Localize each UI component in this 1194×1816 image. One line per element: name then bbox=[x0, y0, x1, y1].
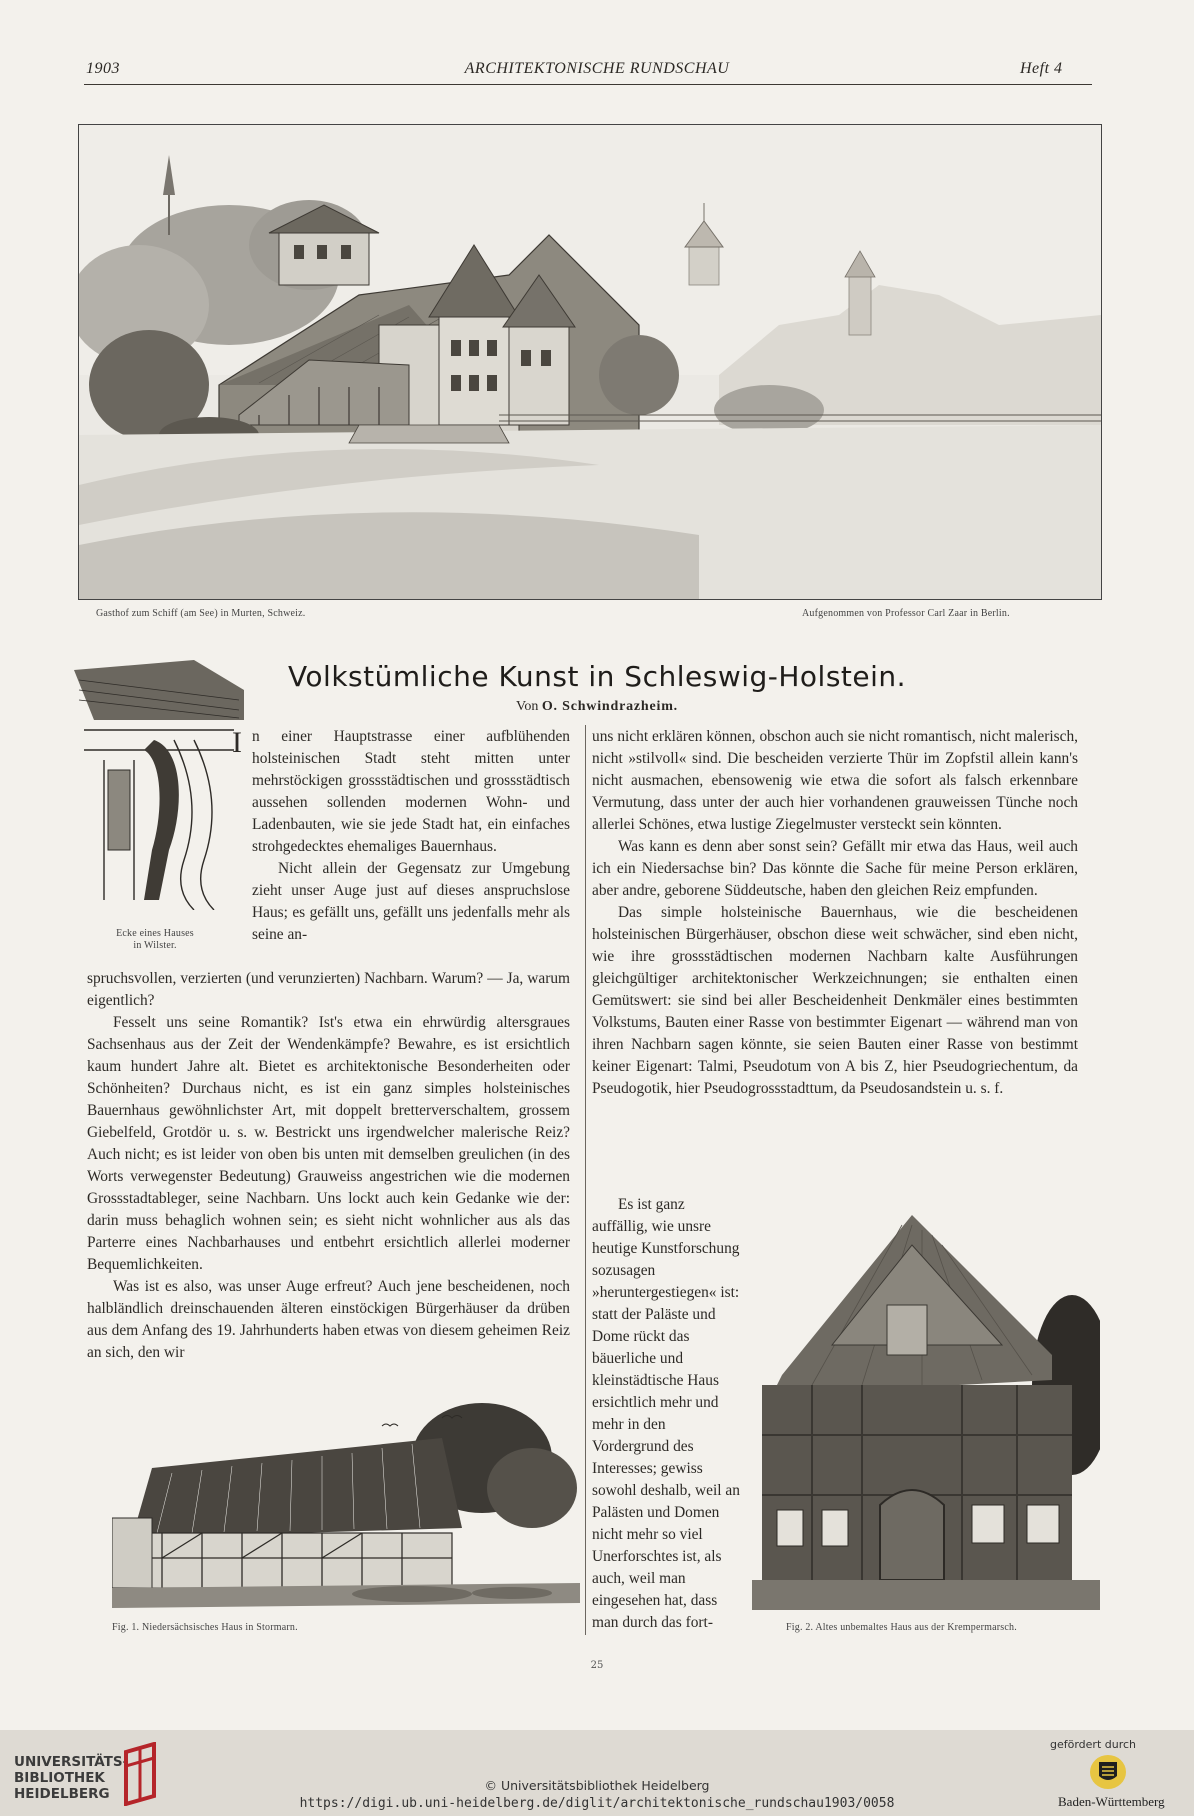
header-journal-title: ARCHITEKTONISCHE RUNDSCHAU bbox=[464, 60, 730, 77]
state-name: Baden-Württemberg bbox=[1058, 1794, 1165, 1809]
column-divider bbox=[585, 725, 586, 1635]
figure-1-caption: Fig. 1. Niedersächsisches Haus in Stormarn. bbox=[112, 1622, 298, 1633]
page-number: 25 bbox=[590, 1660, 604, 1671]
top-figure-caption-right: Aufgenommen von Professor Carl Zaar in Berlin. bbox=[802, 608, 1010, 619]
source-url-link[interactable]: https://digi.ub.uni-heidelberg.de/diglit/architektonische_rundschau1903/0058 bbox=[299, 1796, 895, 1811]
paragraph-4: Was ist es also, was unser Auge erfreut? Auch jene bescheidenen, noch halbländlich dreinschauenden älteren einstöckigen Bürgerhäuser da drüben aus dem Anfang des 19. Jahrhunderts haben etwas von diesem geheimen Reiz an sich, den wir bbox=[87, 1278, 570, 1361]
vignette-caption-line-2: in Wilster. bbox=[133, 940, 177, 951]
header-year: 1903 bbox=[86, 60, 120, 77]
column-1-full bbox=[87, 968, 570, 1368]
paragraph-2-start: Nicht allein der Gegensatz zur Umgebung zieht unser Auge just auf dieses anspruchslose Haus; es gefällt uns, gefällt uns jedenfalls mehr als seine an- bbox=[252, 860, 570, 943]
figure-2-caption: Fig. 2. Altes unbemaltes Haus aus der Krempermarsch. bbox=[786, 1622, 1017, 1633]
top-illustration bbox=[78, 124, 1102, 600]
article-title: Volkstümliche Kunst in Schleswig-Holstein. bbox=[287, 660, 907, 693]
column-1-narrow bbox=[252, 726, 570, 968]
library-name-line-1: UNIVERSITÄTS- bbox=[14, 1754, 129, 1770]
header-rule bbox=[84, 84, 1092, 85]
vignette-caption-line-1: Ecke eines Hauses bbox=[116, 928, 194, 939]
vignette-illustration bbox=[74, 660, 244, 910]
library-name-line-3: HEIDELBERG bbox=[14, 1786, 110, 1802]
paragraph-3: Fesselt uns seine Romantik? Ist's etwa ein ehrwürdig altersgraues Sachsenhaus aus der Zeit der Wendenkämpfe? Bewahre, es ist ersichtlich kaum hundert Jahre alt. Bietet es architektonische Besonderheiten oder Schönheiten? Durchaus nicht, es ist ein ganz simples holsteinisches Bauernhaus gewöhnlichster Art, mit doppelt bretterverschaltem, grossem Giebelfeld, Grotdör u. s. w. Bestrickt uns irgendwelcher malerische Reiz? Auch nicht; es ist leider von oben bis unten mit demselben greulichen (in des Worts verwegenster Bedeutung) Grauweiss angestrichen wie die modernen Grossstadtableger, seine Nachbarn. Uns lockt auch kein Gedanke wie der: darin muss behaglich wohnen sein; es sieht nicht wohnlicher aus als das Parterre eines Nachbarhauses und entbehrt ersichtlich allerlei moderner Bequemlichkeiten. bbox=[87, 1014, 570, 1273]
column-2-full bbox=[592, 726, 1078, 1200]
figure-2-photo bbox=[752, 1205, 1100, 1610]
column-2-narrow bbox=[592, 1194, 740, 1634]
library-name-line-2: BIBLIOTHEK bbox=[14, 1770, 105, 1786]
gasthof-drawing bbox=[79, 125, 1101, 599]
stormarn-house-drawing bbox=[112, 1398, 580, 1618]
copyright-notice: © Universitätsbibliothek Heidelberg bbox=[484, 1778, 710, 1793]
paragraph-2-end: spruchsvollen, verzierten (und verunzierten) Nachbarn. Warum? — Ja, warum eigentlich? bbox=[87, 970, 570, 1009]
vignette-caption bbox=[80, 928, 230, 952]
byline-prefix: Von bbox=[516, 699, 539, 714]
author-name: O. Schwindrazheim. bbox=[541, 699, 678, 714]
drop-cap: I bbox=[232, 726, 242, 759]
funded-by-label: gefördert durch bbox=[1050, 1738, 1137, 1751]
paragraph-7: Das simple holsteinische Bauernhaus, wie die bescheidenen holsteinischen Bürgerhäuser, obschon diese weit schwächer, sind eben nicht, wie ihre grossstädtischen modernen Nachbarn kalte Ausführungen gleichgültiger architektonischer Werkzeichnungen; sie enthalten einen Gemütswert: sie sind bei aller Bescheidenheit Denkmäler eines bestimmten Volkstums, Bauten einer Rasse von bestimmter Eigenart — während man von ihren Nachbarn sagen könnte, sie seien Bauten einer Rasse von bestimmt keiner Eigenart: Talmi, Pseudotum von A bis Z, hier Pseudogriechentum, da Pseudogotik, hier Pseudogrossstadttum, da Pseudosandstein u. s. f. bbox=[592, 904, 1078, 1097]
paragraph-8: Es ist ganz auffällig, wie unsre heutige Kunstforschung sozusagen »heruntergestiegen« ist: statt der Paläste und Dome rückt das bäuerliche und kleinstädtische Haus ersichtlich mehr und mehr in den Vordergrund des Interesses; gewiss sowohl deshalb, weil an Palästen und Domen nicht mehr so viel Unerforschtes ist, als auch, weil man eingesehen hat, dass man durch das fort- bbox=[592, 1196, 740, 1631]
krempermarsch-house-photo bbox=[752, 1205, 1100, 1610]
top-figure-caption-left: Gasthof zum Schiff (am See) in Murten, Schweiz. bbox=[96, 608, 306, 619]
vignette-drawing bbox=[74, 660, 244, 910]
paragraph-6: Was kann es denn aber sonst sein? Gefällt mir etwa das Haus, weil auch ich ein Niedersachse bin? Das könnte die Sache für meine Person erklären, aber andre, geborene Süddeutsche, haben den gleichen Reiz empfunden. bbox=[592, 838, 1078, 899]
header-issue: Heft 4 bbox=[1020, 60, 1063, 77]
baden-wuerttemberg-crest-icon bbox=[1088, 1752, 1128, 1792]
paragraph-5: uns nicht erklären können, obschon auch sie nicht romantisch, nicht malerisch, nicht »stilvoll« sind. Die bescheiden verzierte Thür im Zopfstil allein kann's nicht ausmachen, ebensowenig wie etwa die sofort als falsch erkennbare Vermutung, dass unter der auch hier vorhandenen grauweissen Tünche noch allerlei Schönes, etwa lustige Ziegelmuster versteckt sein könnten. bbox=[592, 728, 1078, 833]
figure-1-illustration bbox=[112, 1398, 580, 1618]
paragraph-1: n einer Hauptstrasse einer aufblühenden holsteinischen Stadt steht mitten unter mehrstöckigen grossstädtischen und grossstädtisch aussehen sollenden modernen Wohn- und Ladenbauten, wie sie jede Stadt hat, ein einfaches strohgedecktes ehemaliges Bauernhaus. bbox=[252, 728, 570, 855]
